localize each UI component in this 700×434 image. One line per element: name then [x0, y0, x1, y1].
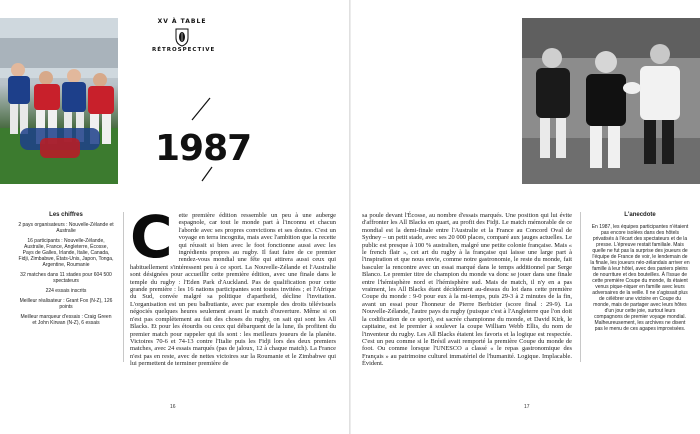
stat-item: 2 pays organisateurs : Nouvelle-Zélande et Australie [18, 222, 114, 234]
page-number-left: 16 [170, 404, 176, 410]
anecdote-text: En 1987, les équipes participantes n'étaient pas encore isolées dans des hôtels privatisés à l'écart des spectateurs et de la presse. L'épreuve restait familiale. Mais quelle ne fut pas la surprise des joueurs de l'équipe de France de voir, le lendemain de la finale, les joueurs néo-zélandais arriver en famille à leur hôtel, avec des paniers pleins de nourriture et des bouteilles. À l'issue de cette première Coupe du monde, ils étaient venus pique-niquer en famille avec leurs adversaires de la veille. Il ne s'agissait plus de célébrer une victoire en Coupe du monde, mais de partager avec leurs hôtes d'un jour cette joie, surtout leurs compagnons de premier voyage mondial. Malheureusement, les archives ne disent pas le menu de ces agapes improvisées. [590, 224, 690, 332]
article-text-left: ette première édition ressemble un peu à une auberge espagnole, car tout le monde part à l'inconnu et chacun l'aborde avec ses propres convictions et ses doutes. C'est un voyage en terra incognita, mais avec l'ambition que la recette qui réussit si bien avec le foot fonctionne aussi avec les ingrédients propres au rugby. Il faut faire de ce premier rendez-vous mondial une fête qui attirera aussi ceux qui habituellement s'intéressent peu à ce sport. La Nouvelle-Zélande et l'Australie sont désignées pour accueillir cette première édition, avec une finale dans le temple du rugby : l'Eden Park d'Auckland. Pas de qualification pour cette grande première : les 16 nations participantes sont toutes invitées ; et l'Afrique du Sud, convée malgré sa politique d'apartheid, décline l'invitation. L'organisation est un peu balbutiante, avec par exemple des droits télévisuels négociés quelques heures seulement avant le match d'ouverture. Même si on n'est pas complètement au fait des choses du rugby, on sait qui sont les All Blacks. Et pour les étourdis ou ceux qui débarquent de la lune, ils profitent du premier match pour rappeler qui ils sont : les meilleurs joueurs de la planète. Victoires 70-6 et 74-13 contre l'Italie puis les Fidji lors des deux premiers matches, avec 24 essais marqués (pas de jaloux, 12 à chaque match). La France n'est pas en reste, avec de nettes victoires sur la Roumanie et le Zimbabwe qui lui permettent de terminer première de [130, 212, 336, 368]
sidebar-title: Les chiffres [49, 212, 83, 218]
scrum-illustration [0, 18, 118, 184]
page-number-right: 17 [524, 404, 530, 410]
drop-cap: C [130, 203, 173, 271]
column-rule [580, 212, 581, 362]
anecdote-title: L'anecdote [624, 212, 656, 218]
stat-item: Meilleur marqueur d'essais : Craig Green et John Kirwan (N-Z), 6 essais [20, 314, 112, 326]
article-column-left [130, 203, 336, 368]
rugby-ball-icon [174, 27, 190, 47]
page-gutter [349, 0, 351, 434]
players-illustration [522, 18, 700, 184]
column-rule [123, 212, 124, 362]
stat-item: Meilleur réalisateur : Grant Fox (N-Z), 126 points [19, 298, 113, 310]
stats-sidebar [18, 212, 114, 330]
kicker-label: XV À TABLE [157, 18, 207, 25]
rugby-photo-bw [522, 18, 700, 184]
stat-item: 32 matches dans 11 stades pour 604 500 spectateurs [20, 272, 112, 284]
slash-icon [190, 96, 212, 122]
article-text-right: sa poule devant l'Écosse, au nombre d'essais marqués. Une position qui lui évite d'affronter les All Blacks en quart, au profit des Fidji. Le match mémorable de ce mondial est la demi-finale entre l'Australie et la France au Concord Oval de Sydney – un petit stade, avec ses 20 000 places, comparé aux jauges actuelles. Le public est presque à 100 % australien, malgré une petite colonie française. Mais « le french flair », cet art du rugby à la française qui laisse une large part à l'inspiration et que nous envie, comme notre gastronomie, le reste du monde, fait basculer la rencontre avec un essai marqué dans le temps additionnel par Serge Blanco. Le premier titre de champion du monde va donc se jouer dans une finale entre l'hémisphère nord et l'hémisphère sud. Mais de match, il n'y en a pas vraiment, les All Blacks étant décidément au-dessus du lot dans cette première Coupe du monde : 9-0 pour eux à la mi-temps, puis 29-3 à 2 minutes de la fin, avant un essai pour l'honneur de Pierre Berbizier (score final : 29-9). La Nouvelle-Zélande, l'autre pays du rugby (puisque c'est à l'Angleterre que l'on doit la codification de ce sport), est sacrée championne du monde, et David Kirk, le capitaine, est le premier à soulever la coupe William Webb Ellis, du nom de l'inventeur du rugby. Les All Blacks étaient les favoris et la logique est respectée. C'est un peu comme si le Brésil avait remporté la première Coupe du monde de foot. Ou comme lorsque l'UNESCO a classé « le repas gastronomique des Français » au patrimoine culturel immatériel de l'humanité. Logique. Implacable. Évident. [362, 212, 572, 368]
anecdote-box [590, 212, 690, 332]
year-title: 1987 [155, 128, 252, 169]
stat-item: 16 participants : Nouvelle-Zélande, Australie, France, Angleterre, Écosse, Pays de Galles, Irlande, Italie, Canada, Fidji, Zimbabwe, États-Unis, Japon, Tonga, Argentine, Roumanie [18, 238, 114, 268]
rugby-photo-color [0, 18, 118, 184]
stat-item: 224 essais inscrits [45, 288, 87, 294]
section-label: RÉTROSPECTIVE [152, 47, 216, 53]
article-column-right [362, 212, 572, 368]
section-badge [152, 18, 216, 53]
